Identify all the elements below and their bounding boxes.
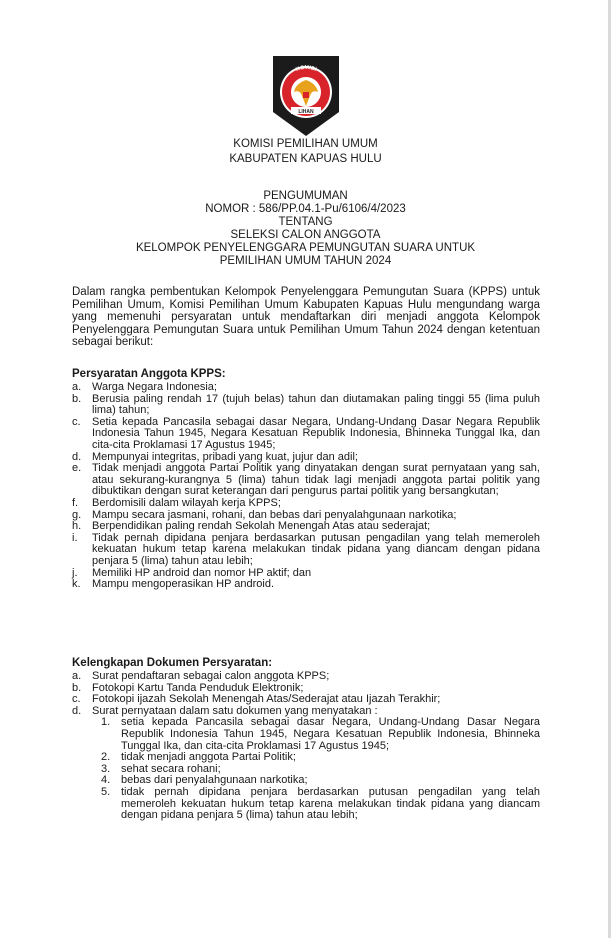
list-marker: c.	[72, 415, 81, 428]
list-marker: e.	[72, 462, 82, 475]
list-item-text: tidak pernah dipidana penjara berdasarkan putusan pengadilan yang telah memeroleh kekuatan hukum tetap karena melakukan tindak pidana yang diancam dengan pidana penjara 5 (lima) tahun atau lebih;	[121, 785, 540, 822]
intro-paragraph: Dalam rangka pembentukan Kelompok Penyelenggara Pemungutan Suara (KPPS) untuk Pemilihan Umum, Komisi Pemilihan Umum Kabupaten Kapuas Hulu mengundang warga yang memenuhi persyaratan untuk mendaftarkan diri menjadi anggota Kelompok Penyelenggara Pemungutan Suara untuk Pemilihan Umum Tahun 2024 dengan ketentuan sebagai berikut:	[72, 286, 540, 349]
title-line-number: NOMOR : 586/PP.04.1-Pu/6106/4/2023	[205, 203, 406, 215]
documents-heading: Kelengkapan Dokumen Persyaratan:	[72, 657, 273, 669]
list-marker: d.	[72, 704, 82, 717]
list-marker: c.	[72, 693, 81, 706]
requirements-heading: Persyaratan Anggota KPPS:	[72, 368, 226, 380]
requirement-item	[72, 533, 540, 568]
list-item-text: Memiliki HP android dan nomor HP aktif; dan	[92, 566, 312, 579]
statement-item	[92, 787, 540, 822]
title-line-announcement: PENGUMUMAN	[263, 190, 348, 202]
list-marker: 4.	[101, 774, 111, 787]
list-marker: g.	[72, 508, 82, 521]
requirement-item	[72, 417, 540, 452]
title-line-selection: SELEKSI CALON ANGGOTA	[230, 229, 381, 241]
list-marker: a.	[72, 381, 82, 393]
list-marker: 3.	[101, 762, 111, 775]
statement-item	[92, 717, 540, 752]
title-line-kpps: KELOMPOK PENYELENGGARA PEMUNGUTAN SUARA UNTUK	[135, 242, 476, 254]
list-marker: b.	[72, 392, 82, 405]
requirement-item	[72, 463, 540, 498]
list-item-text: bebas dari penyalahgunaan narkotika;	[121, 774, 308, 787]
statement-sublist	[92, 717, 540, 821]
list-marker: h.	[72, 520, 82, 533]
list-item-text: Berpendidikan paling rendah Sekolah Menengah Atas atau sederajat;	[92, 520, 431, 533]
list-marker: b.	[72, 681, 82, 694]
list-item-text: Fotokopi Kartu Tanda Penduduk Elektronik;	[92, 681, 304, 694]
list-item-text: Mampu secara jasmani, rohani, dan bebas dari penyalahgunaan narkotika;	[92, 508, 457, 521]
list-item-text: Berusia paling rendah 17 (tujuh belas) tahun dan diutamakan paling tinggi 55 (lima puluh lima) tahun;	[92, 392, 540, 417]
list-marker: d.	[72, 450, 82, 463]
requirements-list	[72, 382, 540, 591]
list-item-text: Berdomisili dalam wilayah kerja KPPS;	[92, 496, 281, 509]
list-marker: j.	[72, 566, 78, 579]
list-item-text: Tidak menjadi anggota Partai Politik yang dinyatakan dengan surat pernyataan yang sah, atau sekurang-kurangnya 5 (lima) tahun tidak lagi menjadi anggota partai politik yang dibuktikan dengan surat keterangan dari pengurus partai politik yang bersangkutan;	[92, 462, 540, 498]
list-item-text: sehat secara rohani;	[121, 762, 221, 775]
list-marker: i.	[72, 531, 78, 544]
org-region: KABUPATEN KAPUAS HULU	[229, 153, 382, 165]
list-item-text: Setia kepada Pancasila sebagai dasar Negara, Undang-Undang Dasar Negara Republik Indonesia Tahun 1945, Negara Kesatuan Republik Indonesia, Bhinneka Tunggal Ika, dan cita-cita Proklamasi 17 Agustus 1945;	[92, 415, 540, 451]
list-marker: a.	[72, 670, 82, 682]
list-item-text: Warga Negara Indonesia;	[92, 381, 217, 393]
svg-text:KOMISI: KOMISI	[295, 64, 318, 73]
list-item-text: Surat pernyataan dalam satu dokumen yang menyatakan :	[92, 704, 378, 717]
requirement-item	[72, 579, 540, 591]
list-marker: 1.	[101, 716, 111, 729]
list-item-text: Tidak pernah dipidana penjara berdasarkan putusan pengadilan yang telah memeroleh kekuatan hukum tetap karena melakukan tindak pidana yang diancam dengan pidana penjara 5 (lima) tahun atau lebih;	[92, 531, 540, 567]
requirement-item	[72, 394, 540, 417]
list-marker: 5.	[101, 785, 111, 798]
document-item	[72, 706, 540, 822]
list-marker: f.	[72, 496, 79, 509]
list-item-text: Mempunyai integritas, pribadi yang kuat, jujur dan adil;	[92, 450, 358, 463]
kpu-logo-icon	[273, 56, 339, 136]
documents-list	[72, 671, 540, 822]
announcement-title	[0, 190, 611, 268]
title-line-about: TENTANG	[278, 216, 333, 228]
title-line-election: PEMILIHAN UMUM TAHUN 2024	[219, 255, 392, 267]
svg-text:LIHAN: LIHAN	[298, 109, 314, 115]
list-item-text: Mampu mengoperasikan HP android.	[92, 578, 275, 591]
list-marker: 2.	[101, 751, 111, 764]
org-name: KOMISI PEMILIHAN UMUM	[233, 138, 378, 150]
list-item-text: Surat pendaftaran sebagai calon anggota KPPS;	[92, 670, 330, 682]
list-item-text: tidak menjadi anggota Partai Politik;	[121, 751, 296, 764]
list-marker: k.	[72, 578, 81, 591]
list-item-text: setia kepada Pancasila sebagai dasar Negara, Undang-Undang Dasar Negara Republik Indonesia Tahun 1945, Negara Kesatuan Republik Indonesia, Bhinneka Tunggal Ika, dan cita-cita Proklamasi 17 Agustus 1945;	[121, 716, 540, 752]
list-item-text: Fotokopi ijazah Sekolah Menengah Atas/Sederajat atau Ijazah Terakhir;	[92, 693, 441, 706]
